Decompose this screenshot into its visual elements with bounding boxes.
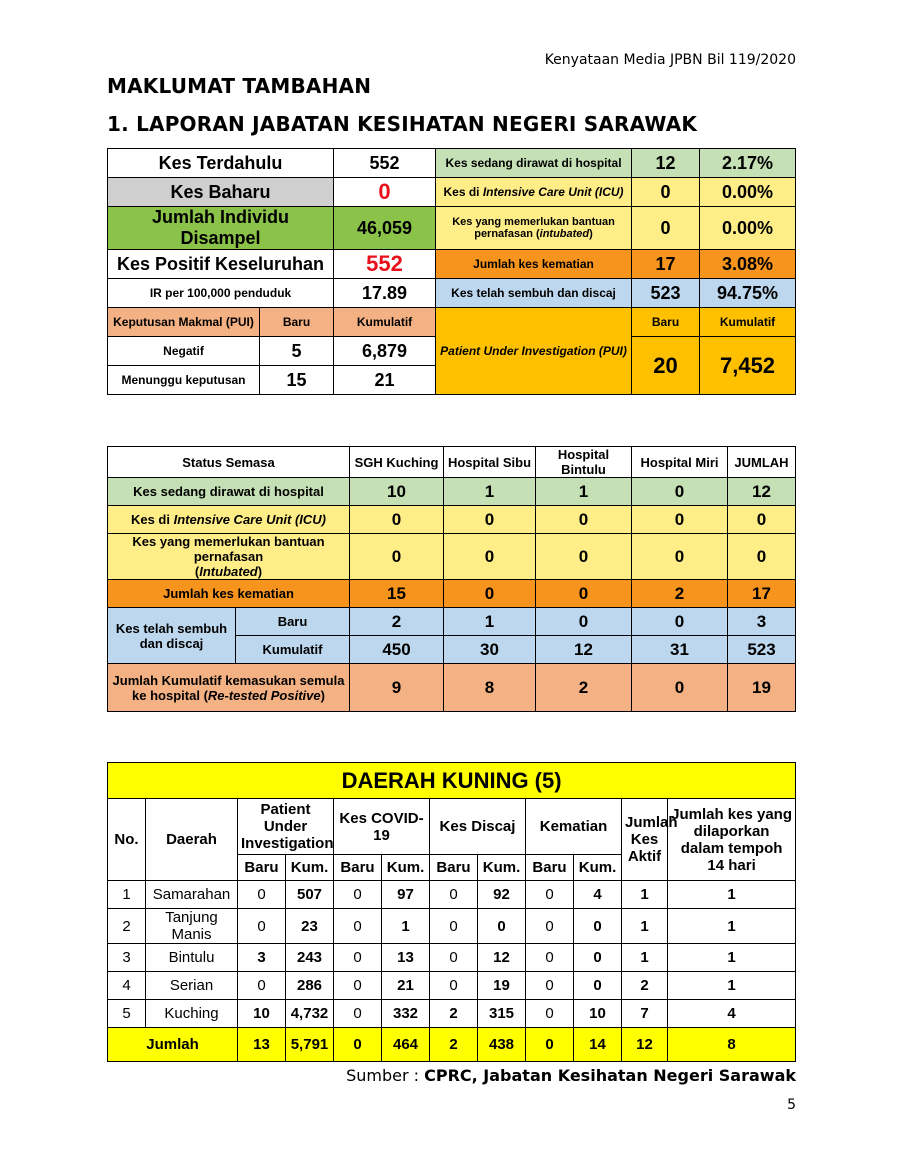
header-kematian: Kematian xyxy=(526,799,622,855)
kematian-value: 17 xyxy=(632,250,700,279)
dirawat-value: 12 xyxy=(632,149,700,178)
row-number: 1 xyxy=(108,881,146,909)
row-label: Jumlah Kumulatif kemasukan semula ke hospital (Re-tested Positive) xyxy=(108,664,350,712)
cell: 2 xyxy=(536,664,632,712)
cell: 0 xyxy=(444,580,536,608)
ir-value: 17.89 xyxy=(334,279,436,308)
row-number: 3 xyxy=(108,944,146,972)
negatif-label: Negatif xyxy=(108,337,260,366)
sub-baru: Baru xyxy=(526,855,574,881)
cell: 0 xyxy=(632,478,728,506)
heading-maklumat-tambahan: MAKLUMAT TAMBAHAN xyxy=(107,74,372,98)
table-cell: 0 xyxy=(334,909,382,944)
table-cell: 0 xyxy=(334,1000,382,1028)
table-cell: 23 xyxy=(286,909,334,944)
table-cell: 1 xyxy=(622,944,668,972)
table-row xyxy=(108,1000,796,1028)
sub-baru: Baru xyxy=(334,855,382,881)
summary-table xyxy=(107,148,796,395)
table-cell: 0 xyxy=(334,972,382,1000)
table-cell: 92 xyxy=(478,881,526,909)
sub-label: Kumulatif xyxy=(236,636,350,664)
header-aktif: Jumlah Kes Aktif xyxy=(622,799,668,881)
cell: 0 xyxy=(350,506,444,534)
kumulatif-header: Kumulatif xyxy=(334,308,436,337)
baru-header: Baru xyxy=(260,308,334,337)
row-number: 5 xyxy=(108,1000,146,1028)
table-cell: 2 xyxy=(430,1000,478,1028)
cell: 12 xyxy=(536,636,632,664)
table-cell: 13 xyxy=(382,944,430,972)
cell: 8 xyxy=(444,664,536,712)
district-name: Bintulu xyxy=(146,944,238,972)
sub-label: Baru xyxy=(236,608,350,636)
pui-lab-label: Keputusan Makmal (PUI) xyxy=(108,308,260,337)
cell: 0 xyxy=(536,534,632,580)
cell: 0 xyxy=(632,534,728,580)
table-cell: 10 xyxy=(574,1000,622,1028)
intubated-label: Kes yang memerlukan bantuan pernafasan (intubated) xyxy=(436,207,632,250)
kes-terdahulu-value: 552 xyxy=(334,149,436,178)
table-cell: 0 xyxy=(478,909,526,944)
negatif-kum: 6,879 xyxy=(334,337,436,366)
district-name: Tanjung Manis xyxy=(146,909,238,944)
table-cell: 1 xyxy=(382,909,430,944)
disampel-value: 46,059 xyxy=(334,207,436,250)
cell: 0 xyxy=(350,534,444,580)
table-cell: 0 xyxy=(526,909,574,944)
cell: 12 xyxy=(728,478,796,506)
total-cell: 438 xyxy=(478,1028,526,1062)
cell: 0 xyxy=(444,506,536,534)
row-kematian xyxy=(108,580,796,608)
table-cell: 0 xyxy=(334,881,382,909)
cell: 19 xyxy=(728,664,796,712)
cell: 0 xyxy=(632,664,728,712)
kematian-label: Jumlah kes kematian xyxy=(436,250,632,279)
kes-baharu-label: Kes Baharu xyxy=(108,178,334,207)
table-cell: 0 xyxy=(430,944,478,972)
table-cell: 0 xyxy=(238,909,286,944)
col-hospital-bintulu: Hospital Bintulu xyxy=(536,447,632,478)
table-cell: 315 xyxy=(478,1000,526,1028)
cell: 10 xyxy=(350,478,444,506)
table-cell: 0 xyxy=(574,944,622,972)
table-cell: 21 xyxy=(382,972,430,1000)
cell: 9 xyxy=(350,664,444,712)
table-cell: 507 xyxy=(286,881,334,909)
cell: 0 xyxy=(632,608,728,636)
positif-value: 552 xyxy=(334,250,436,279)
total-cell: 8 xyxy=(668,1028,796,1062)
table-cell: 0 xyxy=(574,972,622,1000)
table-cell: 1 xyxy=(668,944,796,972)
table-cell: 10 xyxy=(238,1000,286,1028)
disampel-label: Jumlah Individu Disampel xyxy=(108,207,334,250)
cell: 1 xyxy=(536,478,632,506)
table-cell: 19 xyxy=(478,972,526,1000)
table-row xyxy=(108,944,796,972)
media-statement-ref: Kenyataan Media JPBN Bil 119/2020 xyxy=(544,52,796,68)
pui-kum-header: Kumulatif xyxy=(700,308,796,337)
icu-label: Kes di Intensive Care Unit (ICU) xyxy=(436,178,632,207)
header-discaj: Kes Discaj xyxy=(430,799,526,855)
row-label: Kes yang memerlukan bantuan pernafasan (Intubated) xyxy=(108,534,350,580)
total-row xyxy=(108,1028,796,1062)
table-cell: 332 xyxy=(382,1000,430,1028)
table-cell: 4 xyxy=(574,881,622,909)
total-cell: 2 xyxy=(430,1028,478,1062)
cell: 450 xyxy=(350,636,444,664)
status-semasa-table xyxy=(107,446,796,712)
cell: 1 xyxy=(444,608,536,636)
cell: 0 xyxy=(536,608,632,636)
sub-kum: Kum. xyxy=(574,855,622,881)
menunggu-label: Menunggu keputusan xyxy=(108,366,260,395)
sembuh-percent: 94.75% xyxy=(700,279,796,308)
table-cell: 2 xyxy=(622,972,668,1000)
col-hospital-miri: Hospital Miri xyxy=(632,447,728,478)
row-icu xyxy=(108,506,796,534)
icu-percent: 0.00% xyxy=(700,178,796,207)
cell: 523 xyxy=(728,636,796,664)
row-label: Kes telah sembuh dan discaj xyxy=(108,608,236,664)
menunggu-baru: 15 xyxy=(260,366,334,395)
negatif-baru: 5 xyxy=(260,337,334,366)
table-cell: 1 xyxy=(668,881,796,909)
total-cell: 12 xyxy=(622,1028,668,1062)
intubated-percent: 0.00% xyxy=(700,207,796,250)
header-daerah: Daerah xyxy=(146,799,238,881)
kematian-percent: 3.08% xyxy=(700,250,796,279)
row-intubated xyxy=(108,534,796,580)
table-cell: 4 xyxy=(668,1000,796,1028)
daerah-kuning-title: DAERAH KUNING (5) xyxy=(108,763,796,799)
page-number: 5 xyxy=(787,1097,796,1113)
cell: 2 xyxy=(632,580,728,608)
table-row xyxy=(108,909,796,944)
pui-label: Patient Under Investigation (PUI) xyxy=(436,308,632,395)
total-cell: 13 xyxy=(238,1028,286,1062)
kes-baharu-value: 0 xyxy=(334,178,436,207)
sembuh-value: 523 xyxy=(632,279,700,308)
table-row xyxy=(108,972,796,1000)
heading-laporan-jkn: 1. LAPORAN JABATAN KESIHATAN NEGERI SARAWAK xyxy=(107,112,698,136)
table-cell: 3 xyxy=(238,944,286,972)
total-cell: 464 xyxy=(382,1028,430,1062)
intubated-value: 0 xyxy=(632,207,700,250)
header-no: No. xyxy=(108,799,146,881)
table-cell: 97 xyxy=(382,881,430,909)
row-dirawat xyxy=(108,478,796,506)
col-hospital-sibu: Hospital Sibu xyxy=(444,447,536,478)
table-cell: 1 xyxy=(622,909,668,944)
cell: 2 xyxy=(350,608,444,636)
pui-baru-value: 20 xyxy=(632,337,700,395)
dirawat-label: Kes sedang dirawat di hospital xyxy=(436,149,632,178)
sub-baru: Baru xyxy=(238,855,286,881)
header-14-hari: Jumlah kes yang dilaporkan dalam tempoh 14 hari xyxy=(668,799,796,881)
table-cell: 0 xyxy=(526,944,574,972)
table-cell: 0 xyxy=(526,972,574,1000)
table-cell: 1 xyxy=(668,972,796,1000)
table-cell: 286 xyxy=(286,972,334,1000)
source-note: Sumber : CPRC, Jabatan Kesihatan Negeri Sarawak xyxy=(346,1066,796,1085)
sembuh-label: Kes telah sembuh dan discaj xyxy=(436,279,632,308)
pui-baru-header: Baru xyxy=(632,308,700,337)
row-label: Jumlah kes kematian xyxy=(108,580,350,608)
table-cell: 4,732 xyxy=(286,1000,334,1028)
col-jumlah: JUMLAH xyxy=(728,447,796,478)
pui-kum-value: 7,452 xyxy=(700,337,796,395)
table-cell: 0 xyxy=(430,881,478,909)
table-cell: 243 xyxy=(286,944,334,972)
icu-value: 0 xyxy=(632,178,700,207)
district-name: Serian xyxy=(146,972,238,1000)
cell: 30 xyxy=(444,636,536,664)
table-cell: 0 xyxy=(334,944,382,972)
cell: 0 xyxy=(536,580,632,608)
cell: 0 xyxy=(728,506,796,534)
sub-kum: Kum. xyxy=(382,855,430,881)
sub-kum: Kum. xyxy=(478,855,526,881)
table-cell: 0 xyxy=(526,881,574,909)
kes-terdahulu-label: Kes Terdahulu xyxy=(108,149,334,178)
total-cell: 0 xyxy=(526,1028,574,1062)
table-cell: 0 xyxy=(574,909,622,944)
district-name: Kuching xyxy=(146,1000,238,1028)
total-label: Jumlah xyxy=(108,1028,238,1062)
cell: 17 xyxy=(728,580,796,608)
row-label: Kes di Intensive Care Unit (ICU) xyxy=(108,506,350,534)
row-sembuh-baru xyxy=(108,608,796,636)
cell: 0 xyxy=(536,506,632,534)
cell: 0 xyxy=(632,506,728,534)
cell: 1 xyxy=(444,478,536,506)
total-cell: 14 xyxy=(574,1028,622,1062)
cell: 0 xyxy=(728,534,796,580)
row-retested xyxy=(108,664,796,712)
header-pui: Patient Under Investigation xyxy=(238,799,334,855)
row-number: 4 xyxy=(108,972,146,1000)
table-cell: 12 xyxy=(478,944,526,972)
sub-kum: Kum. xyxy=(286,855,334,881)
cell: 3 xyxy=(728,608,796,636)
status-header: Status Semasa xyxy=(108,447,350,478)
dirawat-percent: 2.17% xyxy=(700,149,796,178)
table-cell: 0 xyxy=(238,881,286,909)
cell: 15 xyxy=(350,580,444,608)
table-cell: 0 xyxy=(526,1000,574,1028)
cell: 31 xyxy=(632,636,728,664)
table-cell: 0 xyxy=(430,972,478,1000)
district-name: Samarahan xyxy=(146,881,238,909)
col-sgh-kuching: SGH Kuching xyxy=(350,447,444,478)
menunggu-kum: 21 xyxy=(334,366,436,395)
ir-label: IR per 100,000 penduduk xyxy=(108,279,334,308)
sub-baru: Baru xyxy=(430,855,478,881)
table-row xyxy=(108,881,796,909)
header-covid: Kes COVID-19 xyxy=(334,799,430,855)
table-cell: 0 xyxy=(430,909,478,944)
row-number: 2 xyxy=(108,909,146,944)
row-label: Kes sedang dirawat di hospital xyxy=(108,478,350,506)
table-cell: 0 xyxy=(238,972,286,1000)
positif-label: Kes Positif Keseluruhan xyxy=(108,250,334,279)
total-cell: 5,791 xyxy=(286,1028,334,1062)
table-cell: 7 xyxy=(622,1000,668,1028)
cell: 0 xyxy=(444,534,536,580)
table-cell: 1 xyxy=(622,881,668,909)
table-cell: 1 xyxy=(668,909,796,944)
daerah-kuning-table xyxy=(107,762,796,1062)
total-cell: 0 xyxy=(334,1028,382,1062)
